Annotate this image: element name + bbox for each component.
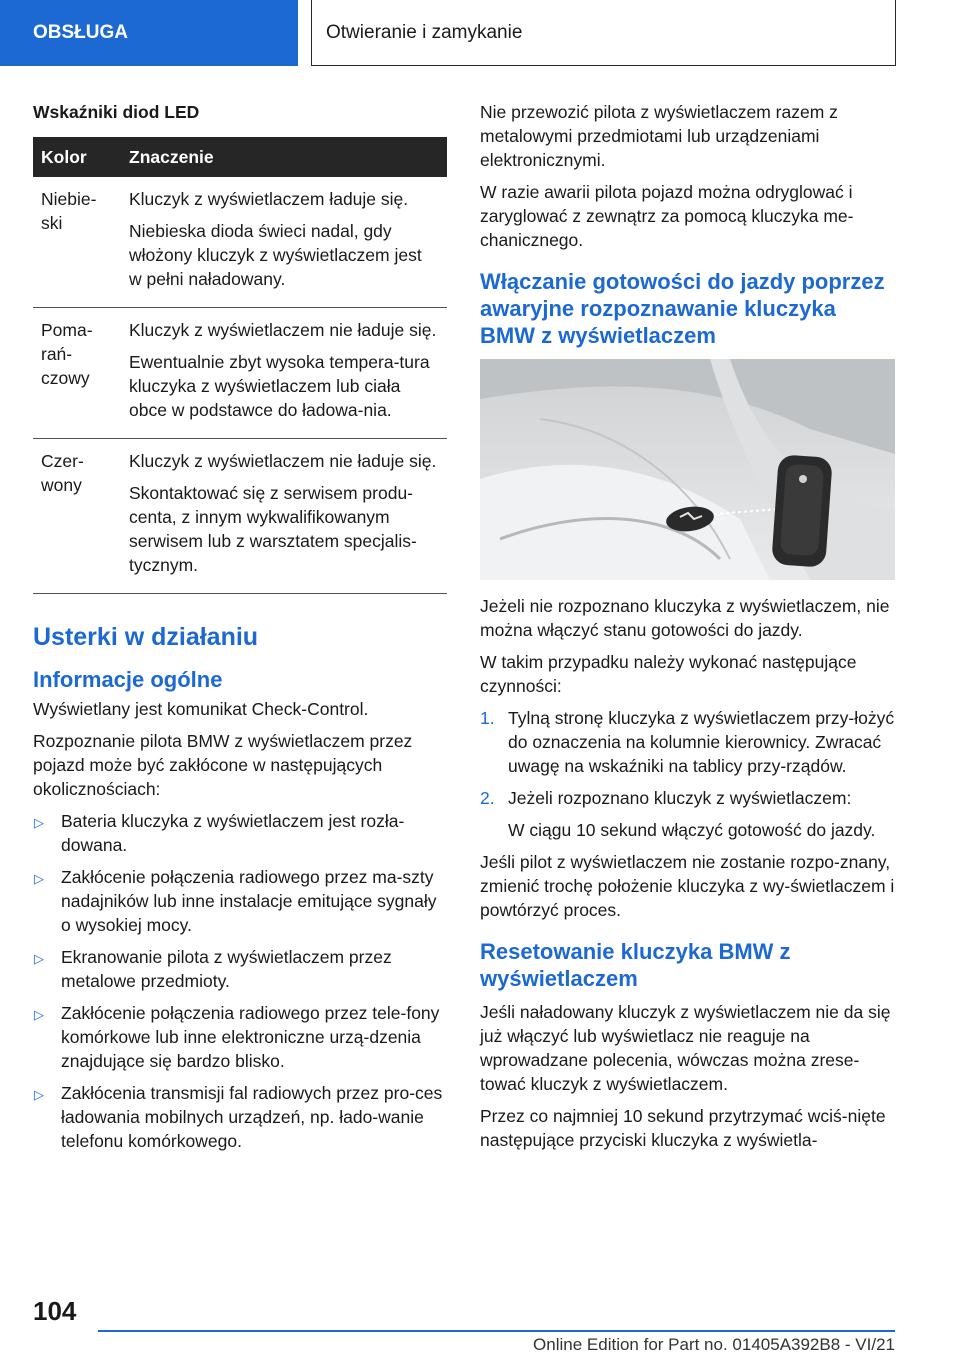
page-header <box>0 0 960 66</box>
list-item: 1. Tylną stronę kluczyka z wyświetlaczem przy-łożyć do oznaczenia na kolumnie kierownicy. Zwracać uwagę na wskaźniki na tablicy przy-rządów. <box>480 708 895 776</box>
step-number: 1. <box>480 708 495 728</box>
col-header-meaning: Znaczenie <box>121 137 447 177</box>
right-column <box>480 100 895 1160</box>
emergency-detection-heading: Włączanie gotowości do jazdy poprzez awaryjne rozpoznawanie kluczyka BMW z wyświetlaczem <box>480 269 885 348</box>
reset-heading: Resetowanie kluczyka BMW z wyświetlaczem <box>480 939 791 991</box>
steering-column-key-illustration <box>480 359 895 580</box>
list-item: ▷ Zakłócenia transmisji fal radiowych przez pro-ces ładowania mobilnych urządzeń, np. łado-wanie telefonu komórkowego. <box>34 1083 443 1151</box>
body-paragraph: Jeżeli nie rozpoznano kluczyka z wyświetlaczem, nie można włączyć stanu gotowości do jazdy. <box>480 596 890 640</box>
triangle-right-icon: ▷ <box>34 871 44 886</box>
led-meaning-cell <box>121 439 447 594</box>
led-color-cell <box>33 177 121 308</box>
list-item: ▷ Ekranowanie pilota z wyświetlaczem przez metalowe przedmioty. <box>34 947 392 991</box>
table-row <box>33 308 447 439</box>
led-color-orange: Poma-rań-czowy <box>41 320 93 388</box>
edition-note: Online Edition for Part no. 01405A392B8 - VI/21 <box>533 1335 895 1354</box>
col-header-color: Kolor <box>33 137 121 177</box>
footer-divider <box>98 1330 895 1332</box>
section-tab: OBSŁUGA <box>0 0 298 66</box>
body-paragraph: W takim przypadku należy wykonać następujące czynności: <box>480 652 857 696</box>
triangle-right-icon: ▷ <box>34 1007 44 1022</box>
led-meaning-line: Kluczyk z wyświetlaczem nie ładuje się. <box>129 320 437 340</box>
body-paragraph: Jeśli pilot z wyświetlaczem nie zostanie rozpo-znany, zmienić trochę położenie kluczyka z wy-świetlaczem i powtórzyć proces. <box>480 852 895 920</box>
triangle-right-icon: ▷ <box>34 951 44 966</box>
step-number: 2. <box>480 788 495 808</box>
step-sub-paragraph: W ciągu 10 sekund włączyć gotowość do jazdy. <box>508 820 876 840</box>
led-color-cell <box>33 439 121 594</box>
led-meaning-cell <box>121 308 447 439</box>
faults-heading: Usterki w działaniu <box>33 623 259 651</box>
led-meaning-cell <box>121 177 447 308</box>
led-meaning-line: Niebieska dioda świeci nadal, gdy włożony kluczyk z wyświetlaczem jest w pełni naładowany. <box>129 221 422 289</box>
triangle-right-icon: ▷ <box>34 815 44 830</box>
procedure-steps <box>480 706 895 810</box>
body-paragraph: Przez co najmniej 10 sekund przytrzymać wciś-nięte następujące przyciski kluczyka z wyświetla- <box>480 1106 886 1150</box>
led-table-header <box>33 137 447 177</box>
led-table <box>33 137 447 594</box>
list-item: ▷ Zakłócenie połączenia radiowego przez tele-fony komórkowe lub inne elektroniczne urzą-dzenia znajdujące się bardzo blisko. <box>34 1003 440 1071</box>
led-meaning-line: Kluczyk z wyświetlaczem ładuje się. <box>129 189 409 209</box>
table-row <box>33 177 447 308</box>
table-row <box>33 439 447 594</box>
led-meaning-line: Ewentualnie zbyt wysoka tempera-tura kluczyka z wyświetlaczem lub ciała obce w podstawce do ładowa-nia. <box>129 352 430 420</box>
list-item: ▷ Zakłócenie połączenia radiowego przez ma-szty nadajników lub inne instalacje emitujące sygnały o wysokiej mocy. <box>34 867 437 935</box>
list-item: 2. Jeżeli rozpoznano kluczyk z wyświetlaczem: <box>480 788 852 808</box>
led-meaning-line: Skontaktować się z serwisem produ-centa, z innym wykwalifikowanym serwisem lub z warsztatem specjalis-tycznym. <box>129 483 417 575</box>
body-paragraph: Nie przewozić pilota z wyświetlaczem razem z metalowymi przedmiotami lub urządzeniami elektronicznymi. <box>480 102 838 170</box>
led-color-cell <box>33 308 121 439</box>
info-paragraph: Rozpoznanie pilota BMW z wyświetlaczem przez pojazd może być zakłócone w następujących okolicznościach: <box>33 731 413 799</box>
left-column <box>33 100 447 1161</box>
general-info-heading: Informacje ogólne <box>33 667 223 692</box>
info-paragraph: Wyświetlany jest komunikat Check-Control. <box>33 699 369 719</box>
triangle-right-icon: ▷ <box>34 1087 44 1102</box>
led-color-blue: Niebie-ski <box>41 189 97 233</box>
body-paragraph: W razie awarii pilota pojazd można odryglować i zaryglować z zewnątrz za pomocą kluczyka me-chanicznego. <box>480 182 854 250</box>
led-color-red: Czer-wony <box>41 451 84 495</box>
chapter-title: Otwieranie i zamykanie <box>311 0 896 66</box>
led-indicators-heading: Wskaźniki diod LED <box>33 102 200 122</box>
body-paragraph: Jeśli naładowany kluczyk z wyświetlaczem nie da się już włączyć lub wyświetlacz nie reaguje na wprowadzane polecenia, wówczas można zrese-tować kluczyk z wyświetlaczem. <box>480 1002 891 1094</box>
list-item: ▷ Bateria kluczyka z wyświetlaczem jest rozła-dowana. <box>34 811 405 855</box>
fault-causes-list <box>33 809 447 1153</box>
page-number: 104 <box>33 1296 77 1326</box>
led-meaning-line: Kluczyk z wyświetlaczem nie ładuje się. <box>129 451 437 471</box>
